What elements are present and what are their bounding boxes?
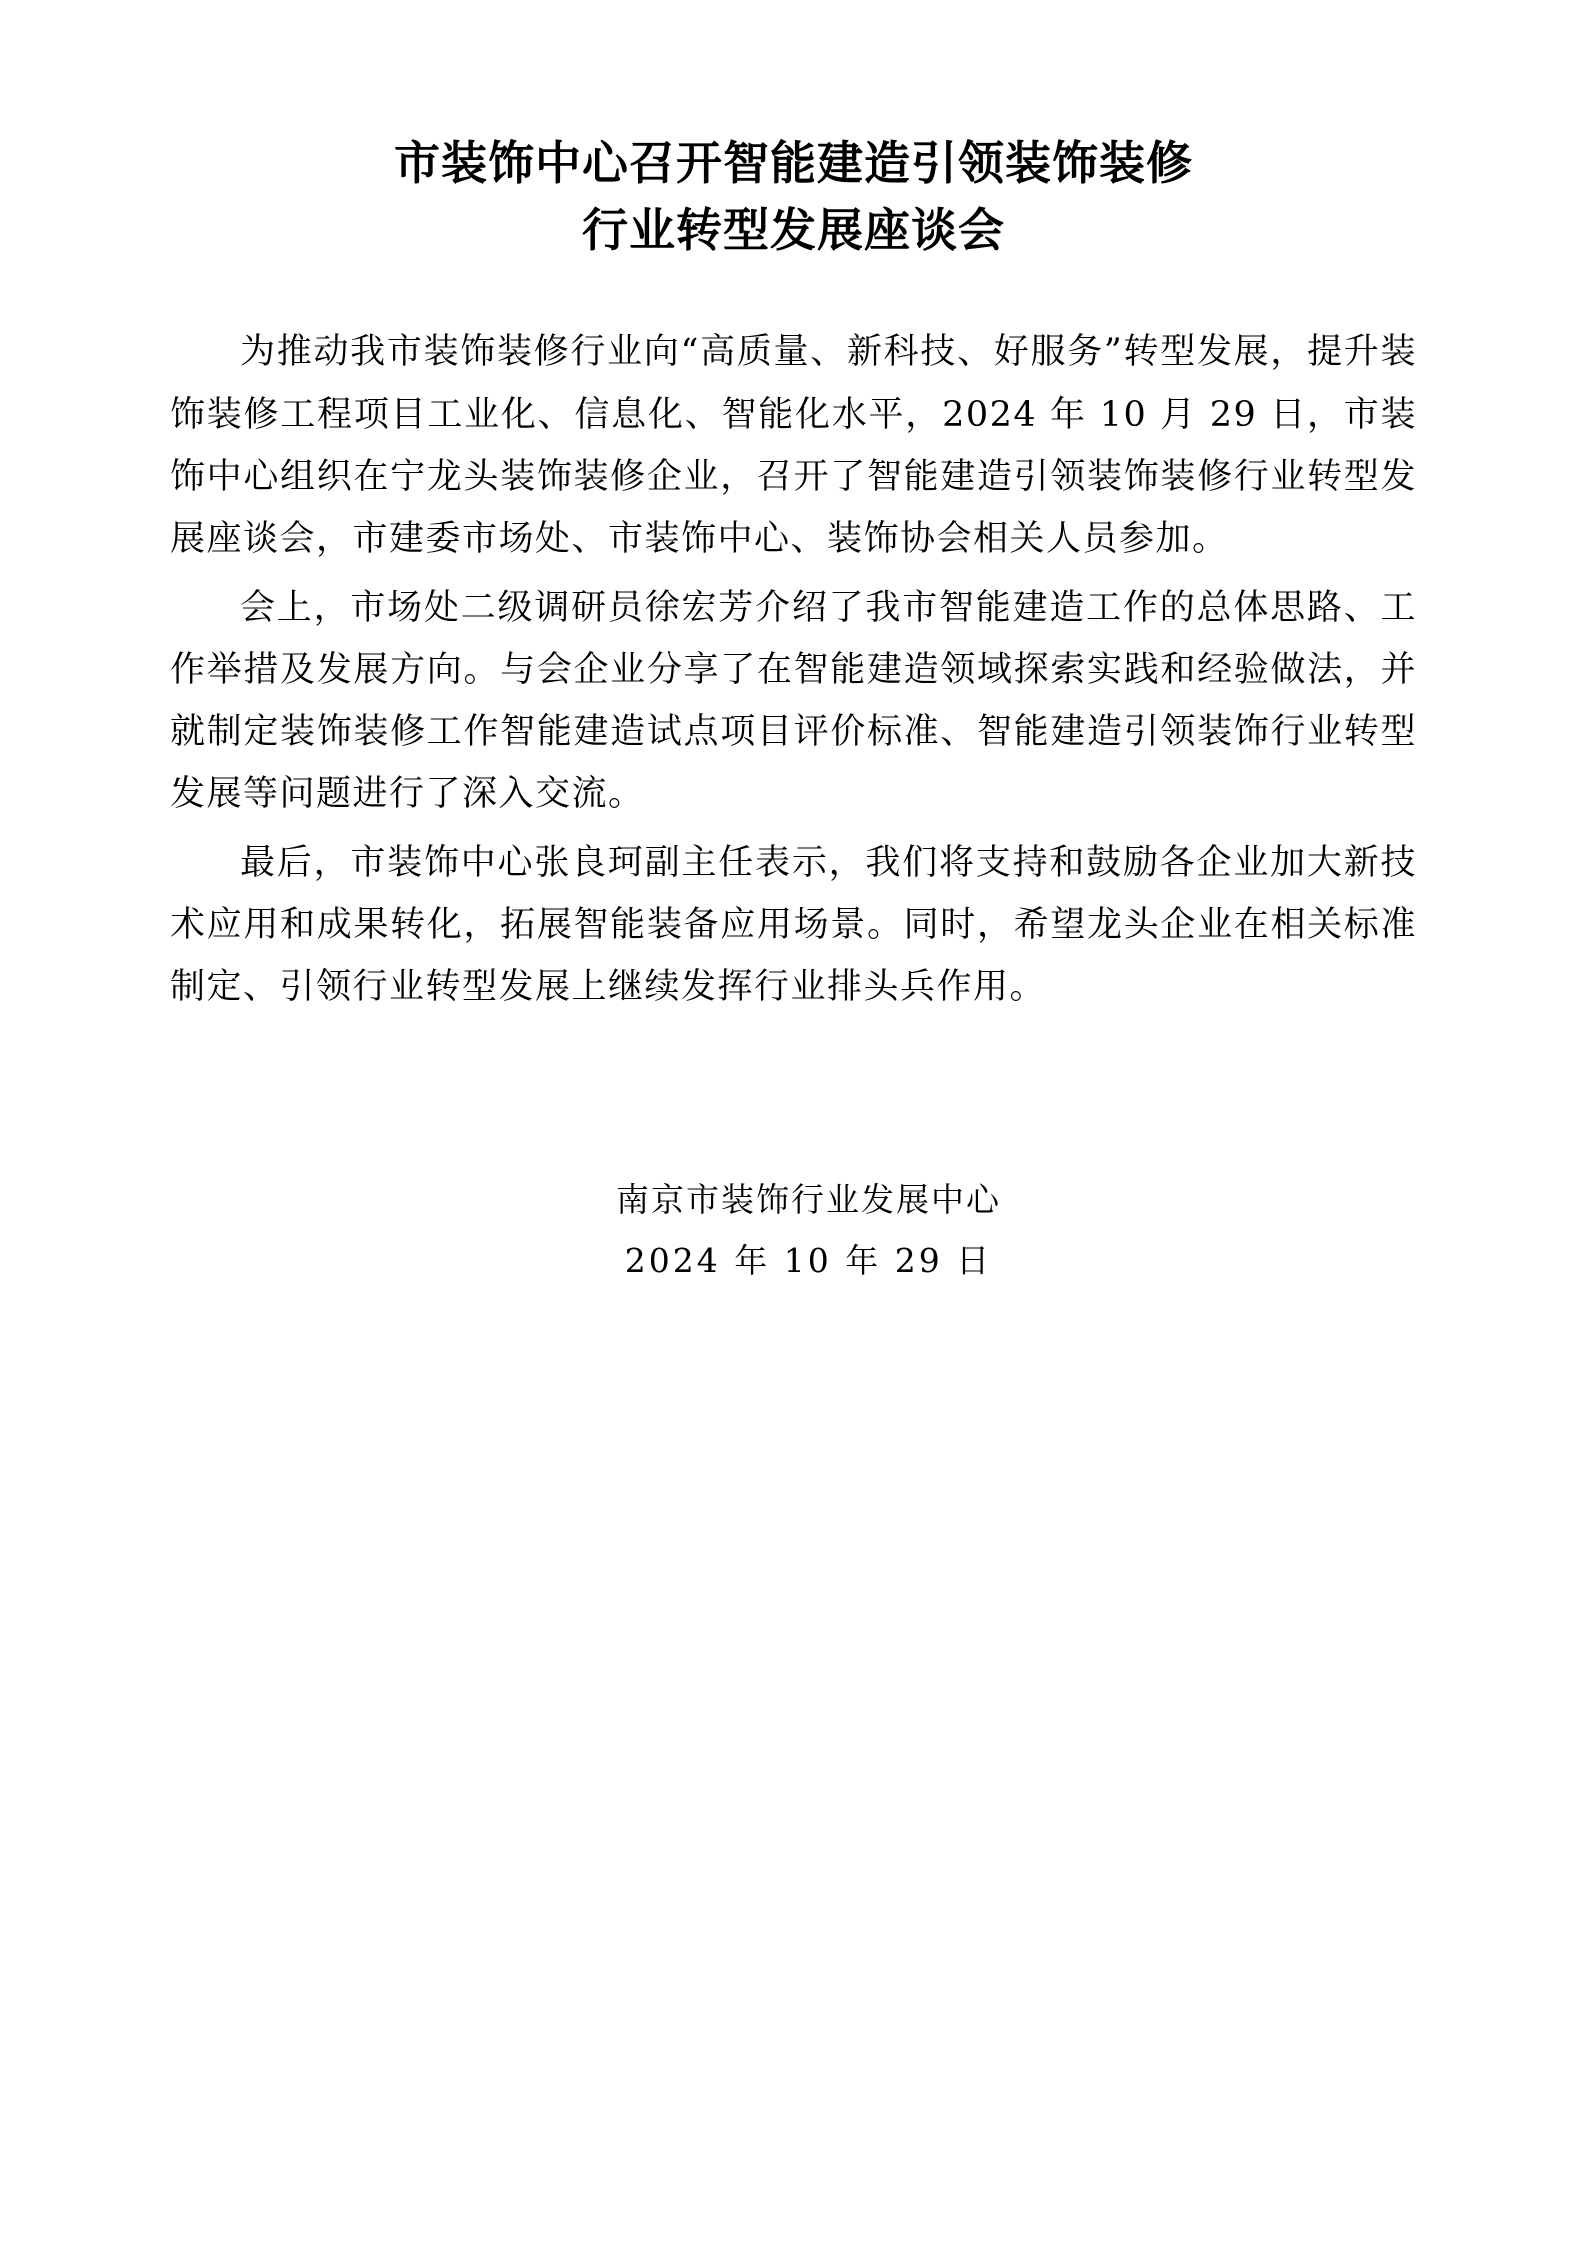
signature-organization: 南京市装饰行业发展中心 (616, 1179, 1001, 1219)
document-body (170, 321, 1417, 1018)
page-title-line-2: 行业转型发展座谈会 (582, 202, 1005, 257)
page-title (170, 130, 1417, 263)
signature-date: 2024 年 10 年 29 日 (624, 1240, 993, 1280)
page-title-line-1: 市装饰中心召开智能建造引领装饰装修 (394, 136, 1193, 190)
paragraph-1: 为推动我市装饰装修行业向“高质量、新科技、好服务”转型发展，提升装饰装修工程项目工业化、信息化、智能化水平，2024 年 10 月 29 日，市装饰中心组织在宁龙头装饰装修企业，召开了智能建造引领装饰装修行业转型发展座谈会，市建委市场处、市装饰中心、装饰协会相关人员参加。 (170, 332, 1417, 560)
signature-block (170, 1169, 1417, 1291)
paragraph-2: 会上，市场处二级调研员徐宏芳介绍了我市智能建造工作的总体思路、工作举措及发展方向。与会企业分享了在智能建造领域探索实践和经验做法，并就制定装饰装修工作智能建造试点项目评价标准、智能建造引领装饰行业转型发展等问题进行了深入交流。 (170, 587, 1417, 815)
paragraph-3: 最后，市装饰中心张良珂副主任表示，我们将支持和鼓励各企业加大新技术应用和成果转化，拓展智能装备应用场景。同时，希望龙头企业在相关标准制定、引领行业转型发展上继续发挥行业排头兵作用。 (170, 842, 1417, 1008)
